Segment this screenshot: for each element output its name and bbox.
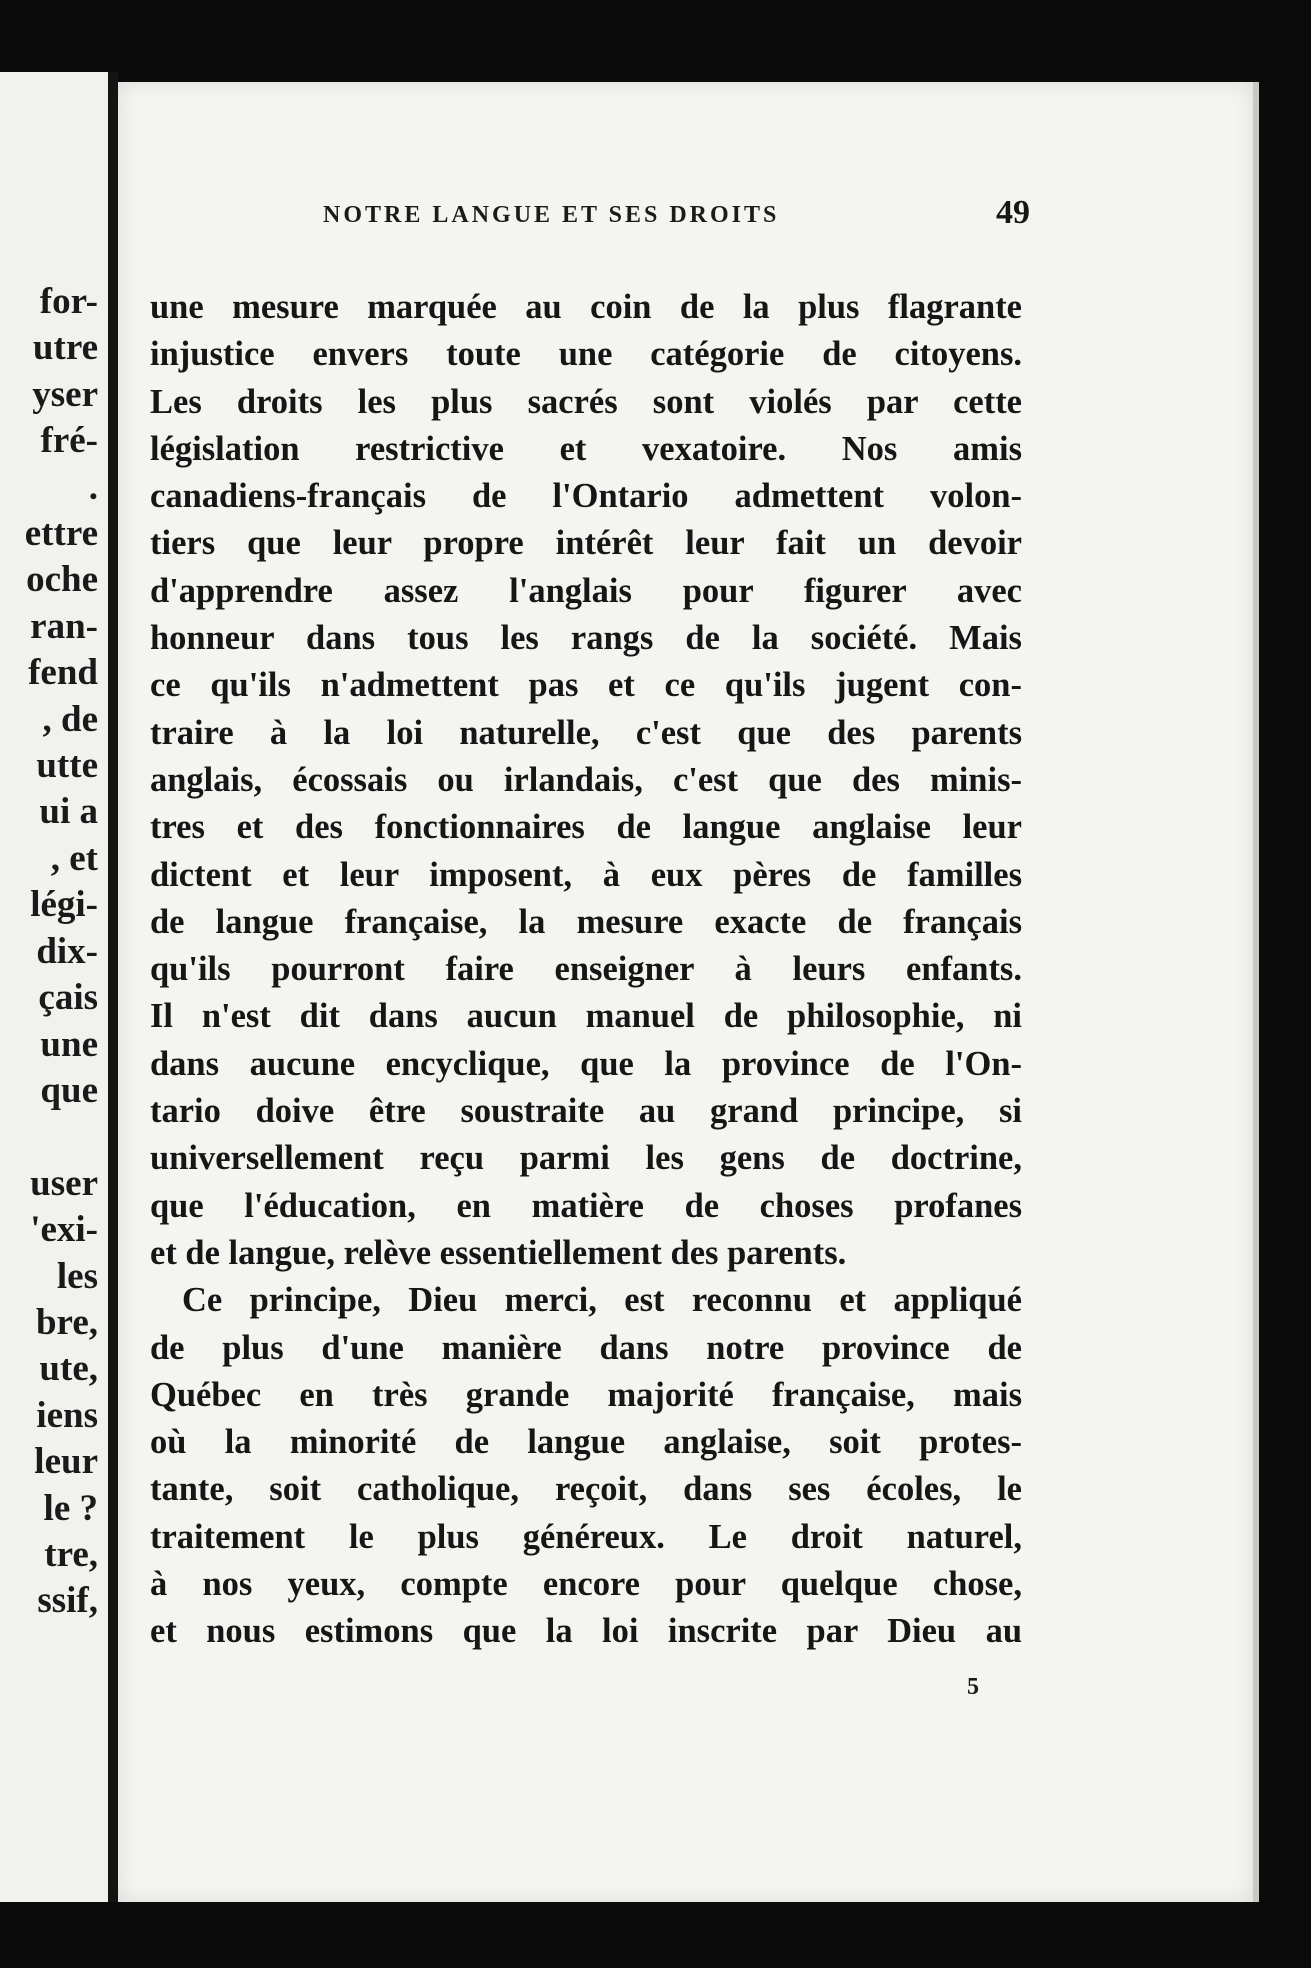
left-fragment: fré- (40, 420, 98, 462)
left-fragment: ssif, (37, 1580, 98, 1622)
left-fragment: , de (42, 698, 98, 740)
left-fragment: bre, (35, 1301, 98, 1343)
text-line: canadiens-français de l'Ontario admettent volon- (150, 477, 1022, 516)
text-line: qu'ils pourront faire enseigner à leurs enfants. (150, 950, 1022, 989)
left-fragment: user (30, 1162, 98, 1204)
text-line: que l'éducation, en matière de choses profanes (150, 1186, 1022, 1225)
text-line: dictent et leur imposent, à eux pères de familles (150, 855, 1022, 894)
left-fragment: le ? (43, 1487, 98, 1529)
text-line: traitement le plus généreux. Le droit naturel, (150, 1517, 1022, 1556)
left-fragment: que (40, 1069, 98, 1111)
text-line: ce qu'ils n'admettent pas et ce qu'ils jugent con- (150, 666, 1022, 705)
text-line: législation restrictive et vexatoire. Nos amis (150, 429, 1022, 468)
text-line: tario doive être soustraite au grand principe, si (150, 1092, 1022, 1131)
left-fragment: . (88, 466, 98, 508)
left-fragment: leur (34, 1441, 98, 1483)
text-line: tiers que leur propre intérêt leur fait un devoir (150, 524, 1022, 563)
text-line: où la minorité de langue anglaise, soit protes- (150, 1423, 1022, 1462)
text-line: Québec en très grande majorité française, mais (150, 1375, 1022, 1414)
text-line: à nos yeux, compte encore pour quelque chose, (150, 1565, 1022, 1604)
left-fragment (25, 1114, 98, 1160)
left-fragment: utre (32, 327, 98, 369)
left-fragment: légi- (30, 884, 98, 926)
left-fragment: ute, (39, 1348, 98, 1390)
left-fragment: for- (39, 281, 98, 322)
left-fragment: une (40, 1023, 98, 1065)
left-fragment: ui a (39, 791, 98, 833)
running-head-title: NOTRE LANGUE ET SES DROITS (323, 202, 780, 228)
left-fragment: les (56, 1255, 98, 1297)
left-fragment: utte (36, 745, 98, 787)
left-fragment: oche (26, 559, 98, 601)
text-line: et de langue, relève essentiellement des parents. (150, 1233, 847, 1272)
signature-mark: 5 (967, 1674, 979, 1700)
left-page-text-fragments (25, 279, 98, 1625)
book-gutter (108, 72, 118, 1902)
text-line: honneur dans tous les rangs de la société. Mais (150, 619, 1022, 658)
text-line: de langue française, la mesure exacte de français (150, 902, 1022, 941)
text-line: d'apprendre assez l'anglais pour figurer avec (150, 571, 1022, 610)
page-edge (1253, 82, 1259, 1902)
left-fragment: yser (32, 373, 98, 415)
text-line: traire à la loi naturelle, c'est que des parents (150, 713, 1022, 752)
left-fragment: 'exi- (30, 1209, 98, 1251)
text-line: anglais, écossais ou irlandais, c'est que des minis- (150, 760, 1022, 799)
text-line: injustice envers toute une catégorie de citoyens. (150, 335, 1022, 374)
left-fragment: çais (38, 977, 98, 1019)
text-line: de plus d'une manière dans notre province de (150, 1328, 1022, 1367)
body-text (150, 284, 1022, 1656)
text-line: universellement reçu parmi les gens de doctrine, (150, 1139, 1022, 1178)
left-fragment: tre, (44, 1533, 98, 1575)
text-line: dans aucune encyclique, que la province de l'On- (150, 1044, 1022, 1083)
left-fragment: ettre (24, 513, 98, 555)
left-fragment: ran- (30, 605, 98, 647)
text-line: et nous estimons que la loi inscrite par Dieu au (150, 1612, 1022, 1651)
text-line: Les droits les plus sacrés sont violés par cette (150, 382, 1022, 421)
running-head (210, 194, 1030, 238)
left-fragment: iens (36, 1394, 98, 1436)
page-number: 49 (996, 194, 1030, 231)
left-fragment: dix- (36, 930, 98, 972)
text-line: tante, soit catholique, reçoit, dans ses écoles, le (150, 1470, 1022, 1509)
left-facing-page (0, 72, 108, 1902)
text-line: Il n'est dit dans aucun manuel de philosophie, ni (150, 997, 1022, 1036)
text-line: tres et des fonctionnaires de langue anglaise leur (150, 808, 1022, 847)
left-fragment: , et (50, 837, 98, 879)
text-line: Ce principe, Dieu merci, est reconnu et appliqué (182, 1281, 1022, 1320)
left-fragment: fend (28, 652, 98, 694)
text-line: une mesure marquée au coin de la plus flagrante (150, 288, 1022, 326)
